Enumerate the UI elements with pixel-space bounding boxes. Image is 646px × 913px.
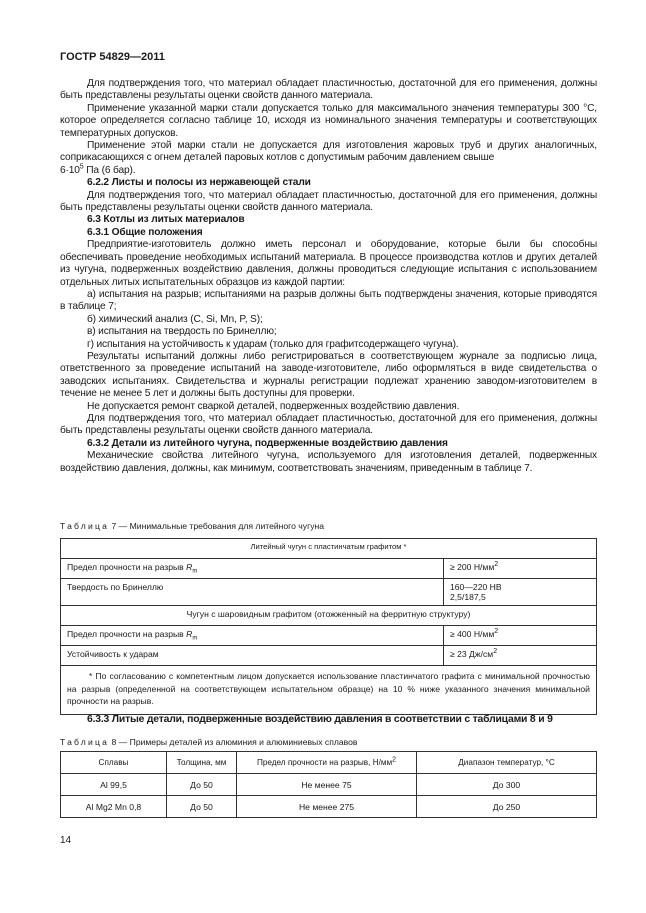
section-heading-6-3-1: 6.3.1 Общие положения: [87, 226, 203, 238]
paragraph: Результаты испытаний должны либо регистрироваться в соответствующем журнале за подписью лица, ответственного за проведение испытаний на заводе-изготовителе, либо оформляться в виде свидетельства о заводских испытаниях. Свидетельства и журналы регистрации подлежат хранению заводом-изготовителем в течение не менее 5 лет и должны быть доступны для проверки.: [60, 350, 597, 400]
table-7: [60, 538, 597, 715]
table7-section2: Чугун с шаровидным графитом (отожженный на ферритную структуру): [61, 606, 597, 626]
table-row: Al Mg2 Mn 0,8 До 50 Не менее 275 До 250: [61, 796, 597, 818]
table7-section1: Литейный чугун с пластинчатым графитом *: [61, 539, 597, 559]
paragraph: Для подтверждения того, что материал обладает пластичностью, достаточной для его применения, должны быть представлены результаты оценки свойств данного материала.: [60, 189, 597, 214]
body-text: [60, 78, 597, 475]
table-8: [60, 751, 597, 818]
section-heading-6-3-3: 6.3.3 Литые детали, подверженные воздействию давления в соответствии с таблицами 8 и 9: [87, 714, 553, 725]
page-number: 14: [60, 835, 72, 846]
list-item: в) испытания на твердость по Бринеллю;: [87, 326, 277, 338]
table7-footnote: * По согласованию с компетентным лицом допускается использование пластинчатого графита с минимальной прочностью на разрыв (определенной на соответствующем испытательном образце) на 10 % ниже указанного значения минимальной прочности на разрыв.: [61, 666, 597, 715]
paragraph: Применение этой марки стали не допускается для изготовления жаровых труб и других аналогичных, соприкасающихся с огнем деталей паровых котлов с допустимым рабочим давлением свыше $6\cdot 10^5$ Па (6 бар).: [60, 140, 597, 176]
paragraph: Для подтверждения того, что материал обладает пластичностью, достаточной для его применения, должны быть представлены результаты оценки свойств данного материала.: [60, 412, 597, 437]
table-row: Устойчивость к ударам ≥ 23 $Дж/см^2$: [61, 646, 597, 666]
section-heading-6-3: 6.3 Котлы из литых материалов: [87, 214, 245, 226]
document-header: ГОСТР 54829—2011: [60, 51, 165, 63]
section-heading-6-3-2: 6.3.2 Детали из литейного чугуна, подверженные воздействию давления: [87, 437, 448, 449]
list-item: б) химический анализ (C, Si, Mn, P, S);: [87, 313, 263, 325]
list-item: а) испытания на разрыв; испытаниями на разрыв должны быть подтверждены значения, которые приводятся в таблице 7;: [60, 288, 597, 313]
paragraph: Предприятие-изготовитель должно иметь персонал и оборудование, которые были бы способны обеспечивать проведение необходимых испытаний материала. В процессе производства котлов и других деталей из чугуна, подверженных воздействию давления, должны проводиться следующие испытания с использованием отдельных литых испытательных образцов из каждой партии:: [60, 239, 597, 288]
list-item: г) испытания на устойчивость к ударам (только для графитсодержащего чугуна).: [87, 338, 459, 350]
section-heading-6-2-2: 6.2.2 Листы и полосы из нержавеющей стали: [87, 177, 311, 189]
paragraph: Не допускается ремонт сваркой деталей, подверженных воздействию давления.: [87, 400, 460, 412]
table-row: Предел прочности на разрыв $R_m$ ≥ 400 $Н/мм^2$: [61, 626, 597, 646]
paragraph: Для подтверждения того, что материал обладает пластичностью, достаточной для его применения, должны быть представлены результаты оценки свойств данного материала.: [60, 78, 597, 102]
table-header-row: Сплавы Толщина, мм Предел прочности на разрыв, $Н/мм^2$ Диапазон температур, °С: [61, 752, 597, 774]
table8-caption: Таблица 8 — Примеры деталей из алюминия и алюминиевых сплавов: [60, 737, 358, 747]
table-row: Al 99,5 До 50 Не менее 75 До 300: [61, 774, 597, 796]
table7-caption: Таблица 7 — Минимальные требования для литейного чугуна: [60, 521, 325, 531]
table-row: Предел прочности на разрыв $R_m$ ≥ 200 $Н/мм^2$: [61, 559, 597, 579]
paragraph: Механические свойства литейного чугуна, используемого для изготовления деталей, подверженных воздействию давления, должны, как минимум, соответствовать значениям, приведенным в таблице 7.: [60, 450, 597, 474]
paragraph: Применение указанной марки стали допускается только для максимального значения температуры 300 °С, которое определяется согласно таблице 10, исходя из номинального значения температуры и соответствующих температурных допусков.: [60, 102, 597, 139]
table-row: Твердость по Бринеллю 160—220 НВ 2,5/187,5: [61, 579, 597, 606]
